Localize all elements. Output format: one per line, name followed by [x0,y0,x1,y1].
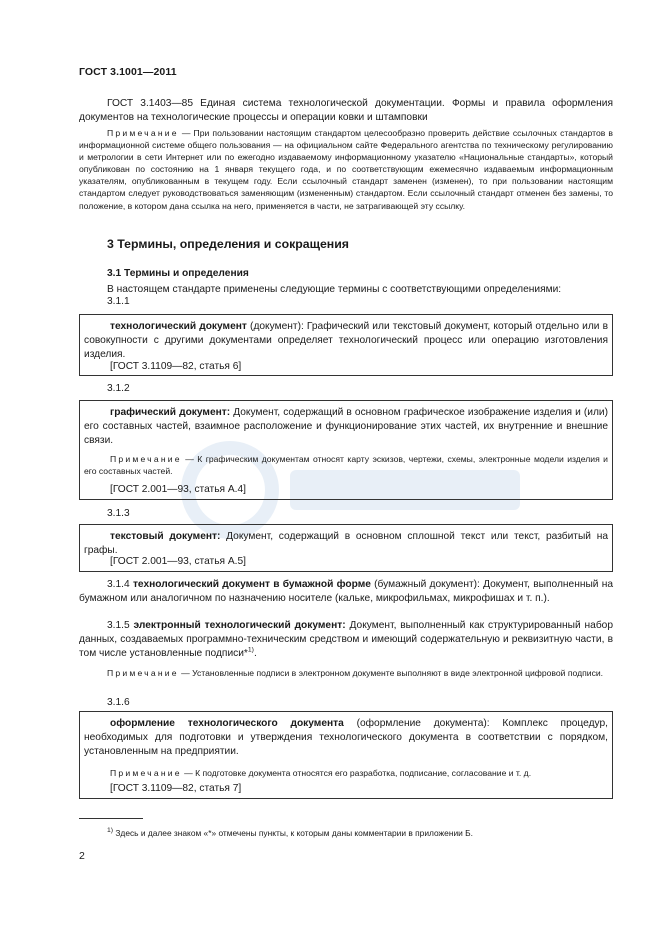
note-label: Примечание [107,668,179,678]
terms-intro: В настоящем стандарте применены следующие термины с соответствующими определениями: [107,284,562,295]
note-text: — К подготовке документа относятся его разработка, подписание, согласование и т. д. [184,768,532,778]
term-note [84,767,608,779]
term-box-3-1-2 [79,400,613,500]
term-note [84,453,608,477]
term-text: Документ, содержащий в основном сплошной текст или текст, разбитый на графы. [84,531,609,556]
note-label: Примечание [110,768,182,778]
term-3-1-5-note [79,667,613,679]
doc-header-code: ГОСТ 3.1001—2011 [79,66,177,78]
footnote-text: Здесь и далее знаком «*» отмечены пункты, к которым даны комментарии в приложении Б. [113,828,473,838]
term-source: [ГОСТ 3.1109—82, статья 6] [110,361,242,372]
footnote-mark: 1) [107,827,114,835]
term-definition [84,530,608,558]
footnote-ref: 1) [247,646,254,654]
term-number: 3.1.2 [107,383,130,394]
term-tail: . [253,647,257,659]
term-text: (документ): Графический или текстовый документ, который отдельно или в совокупности с другими документами определяет технологический процесс или операцию изготовления изделия. [84,321,609,360]
term-name: электронный технологический документ: [133,620,346,631]
section-title: 3 Термины, определения и сокращения [107,237,349,251]
term-definition [84,717,608,758]
term-number: 3.1.4 [107,579,130,590]
term-box-3-1-1 [79,314,613,376]
term-text: (бумажный документ): Документ, выполненный на бумажном или аналогичном по назначению носителе (кальке, микрофильмах, микрофишах и т. п.). [79,579,613,604]
footnote [107,828,613,839]
term-box-3-1-6 [79,711,613,799]
term-number: 3.1.3 [107,508,130,519]
normative-reference-note [79,127,613,212]
note-text: — При пользовании настоящим стандартом целесообразно проверить действие ссылочных стандартов в информационной системе общего пользования — на официальном сайте Федерального агентства по техническому регулированию и метрологии в сети Интернет или по ежегодно издаваемому информационному указателю «Национальные стандарты», который опубликован по состоянию на 1 января текущего года, и по соответствующим ежемесячно издаваемым информационным указателям, опубликованным в текущем году. Если ссылочный стандарт заменен (изменен), то при пользовании настоящим стандартом следует руководствоваться заменяющим (измененным) стандартом. Если ссылочный стандарт отменен без замены, то положение, в котором дана ссылка на него, применяется в части, не затрагивающей эту ссылку. [79,128,613,211]
term-text: (оформление документа): Комплекс процедур, необходимых для подготовки и утверждения технологического документа в соответствии с порядком, установленным на предприятии. [84,718,608,757]
term-text: Документ, выполненный как структурированный набор данных, создаваемых программно-техническим средством и имеющий содержательную и реквизитную части, в том числе установленные подписи* [79,620,613,659]
term-definition [84,406,608,447]
note-label: Примечание [110,454,182,464]
footnote-divider [79,818,143,819]
term-definition [84,320,608,361]
term-text: Документ, содержащий в основном графическое изображение изделия и (или) его составных частей, взаимное расположение и функционирование этих частей, их внутренние и внешние связи. [84,407,608,446]
term-number: 3.1.6 [107,697,130,708]
term-name: оформление технологического документа [110,718,344,729]
term-number: 3.1.5 [107,620,130,631]
note-text: — К графическим документам относят карту эскизов, чертежи, схемы, электронные модели изделия и его составных частей. [84,454,608,477]
note-text: — Установленные подписи в электронном документе выполняют в виде электронной цифровой подписи. [181,668,604,678]
term-source: [ГОСТ 2.001—93, статья А.5] [110,556,246,567]
normative-reference-item: ГОСТ 3.1403—85 Единая система технологической документации. Формы и правила оформления документов на технологические процессы и операции ковки и штамповки [79,98,613,123]
term-name: текстовый документ: [110,531,221,542]
term-box-3-1-3 [79,524,613,572]
term-name: графический документ: [110,407,231,418]
subsection-title: 3.1 Термины и определения [107,268,249,279]
term-source: [ГОСТ 3.1109—82, статья 7] [110,783,242,794]
term-name: технологический документ [110,321,247,332]
note-label: Примечание [107,128,179,138]
term-3-1-4 [79,578,613,606]
page-number: 2 [79,850,85,862]
term-name: технологический документ в бумажной форме [132,579,371,590]
term-source: [ГОСТ 2.001—93, статья А.4] [110,484,246,495]
term-number: 3.1.1 [107,296,130,307]
term-3-1-5 [79,619,613,660]
